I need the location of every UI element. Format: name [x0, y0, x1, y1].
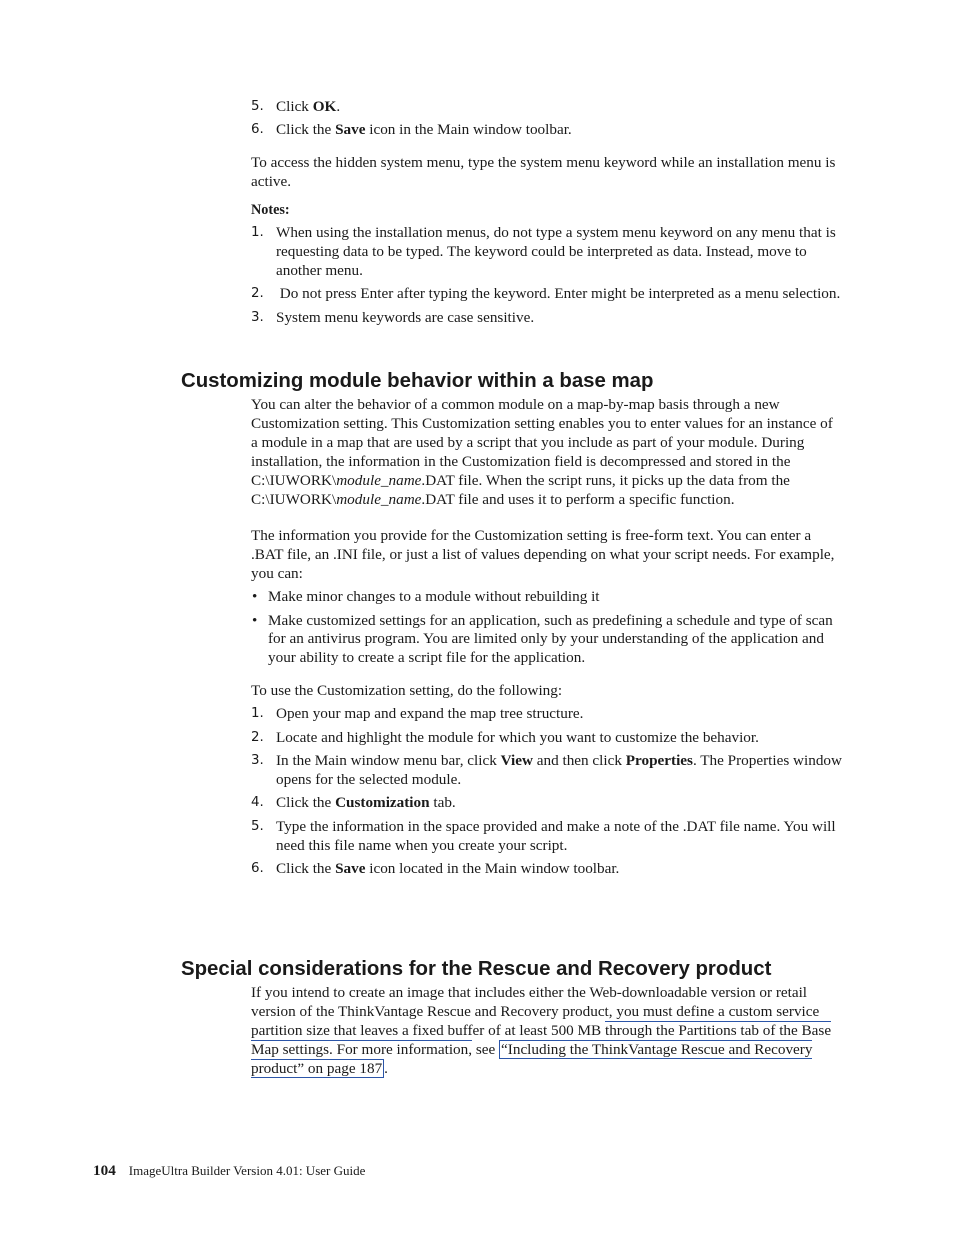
- step-number: 5.: [251, 99, 264, 114]
- bullet-text: Make minor changes to a module without rebuilding it: [268, 588, 600, 606]
- list-item: [251, 285, 843, 304]
- step-text: tab.: [429, 794, 456, 812]
- paragraph: The information you provide for the Customization setting is free-form text. You can enter a .BAT file, an .INI file, or just a list of values depending on what your script needs. For example, you can:: [251, 527, 835, 583]
- document-title: ImageUltra Builder Version 4.01: User Guide: [128, 1163, 366, 1178]
- step-text: . The Properties window opens for the selected module.: [276, 752, 842, 788]
- bullet-marker: •: [252, 611, 258, 629]
- step-text: Click the: [276, 794, 336, 812]
- list-item: [251, 860, 843, 879]
- procedure-list: [251, 705, 843, 879]
- step-text: Open your map and expand the map tree structure.: [276, 705, 584, 723]
- top-block: [251, 98, 843, 332]
- step-bold-text: Properties: [625, 752, 693, 769]
- page-number: 104: [93, 1162, 116, 1179]
- top-steps-list: [251, 98, 843, 140]
- notes-list: [251, 224, 843, 328]
- list-item: [251, 309, 843, 328]
- italic-text: module_name: [336, 471, 422, 489]
- paragraph: [251, 984, 843, 1079]
- step-text: Click: [276, 98, 313, 115]
- note-text: System menu keywords are case sensitive.: [276, 308, 535, 326]
- italic-text: module_name: [336, 490, 422, 508]
- step-bold-text: Save: [335, 860, 366, 878]
- step-number: 4.: [251, 795, 264, 811]
- section-heading: Special considerations for the Rescue and Recovery product: [181, 958, 772, 980]
- step-text: Type the information in the space provided and make a note of the .DAT file name. You will need this file name when you create your script.: [276, 817, 836, 854]
- step-text: icon located in the Main window toolbar.: [365, 860, 620, 878]
- step-text: In the Main window menu bar, click: [276, 752, 501, 769]
- bullet-marker: •: [252, 588, 258, 606]
- step-number: 6.: [251, 122, 264, 138]
- cross-reference-link[interactable]: “Including the ThinkVantage Rescue and Recovery product” on page 187: [251, 1040, 813, 1077]
- text-run: You can alter the behavior of a common module on a map-by-map basis through a new Customization setting. This Customization setting enables you to enter values for an instance of a module in a map that are used by a script that you include as part of your module. During installation, the information in the Customization field is decompressed and stored in the C:\IUWORK\: [251, 396, 833, 489]
- text-run: see: [472, 1040, 496, 1058]
- list-item: [251, 729, 843, 748]
- list-item: [251, 588, 843, 607]
- step-bold-text: View: [500, 752, 533, 769]
- step-text: Click the: [276, 860, 336, 878]
- section2-body: [251, 984, 843, 1079]
- section-heading: Customizing module behavior within a base map: [181, 370, 654, 392]
- paragraph: To use the Customization setting, do the following:: [251, 682, 563, 700]
- list-item: [251, 752, 843, 790]
- text-run: .DAT file. When the script runs, it picks up the data from the C:\IUWORK\: [251, 471, 790, 508]
- list-item: [251, 121, 843, 140]
- step-number: 5.: [251, 818, 264, 834]
- text-run: .DAT file and uses it to perform a specific function.: [421, 490, 735, 508]
- step-text: Click the: [276, 121, 336, 139]
- step-number: 3.: [251, 753, 264, 768]
- paragraph: To access the hidden system menu, type the system menu keyword while an installation menu is active.: [251, 154, 836, 191]
- list-item: [251, 794, 843, 813]
- bullet-text: Make customized settings for an application, such as predefining a schedule and type of scan for an antivirus program. You are limited only by your understanding of the application and your ability to create a script file for the application.: [268, 611, 833, 667]
- notes-label: Notes:: [251, 202, 290, 219]
- list-item: [251, 98, 843, 117]
- paragraph: [251, 396, 843, 509]
- step-number: 2.: [251, 729, 264, 745]
- section1-body: [251, 396, 843, 883]
- step-text: icon in the Main window toolbar.: [365, 121, 572, 139]
- note-text: Do not press Enter after typing the keyword. Enter might be interpreted as a menu selection.: [276, 285, 841, 303]
- step-bold-text: Save: [335, 121, 366, 139]
- note-number: 2.: [251, 286, 264, 302]
- note-number: 1.: [251, 225, 264, 241]
- step-text: and then click: [532, 752, 626, 769]
- step-text: Locate and highlight the module for which you want to customize the behavior.: [276, 728, 759, 746]
- bullet-list: [251, 588, 843, 668]
- note-text: When using the installation menus, do not type a system menu keyword on any menu that is requesting data to be typed. The keyword could be interpreted as data. Instead, move to another menu.: [276, 224, 836, 279]
- text-run: through the Partitions tab of the Base Map settings. For more information,: [251, 1021, 832, 1058]
- list-item: [251, 224, 843, 281]
- note-number: 3.: [251, 309, 264, 325]
- step-text: .: [336, 98, 341, 115]
- list-item: [251, 705, 843, 724]
- step-bold-text: Customization: [335, 794, 430, 812]
- text-run: If you intend to create an image that includes either the Web-downloadable version or retail version of the ThinkVantage Rescue and Recovery product, you must define a custom service partition size that leaves a fixed buffer of at least 500 MB: [251, 984, 820, 1039]
- list-item: [251, 818, 843, 856]
- text-run: .: [384, 1059, 388, 1077]
- step-number: 1.: [251, 706, 264, 722]
- list-item: [251, 612, 843, 669]
- page-footer: [93, 1162, 365, 1181]
- step-number: 6.: [251, 861, 264, 877]
- step-bold-text: OK: [312, 98, 337, 115]
